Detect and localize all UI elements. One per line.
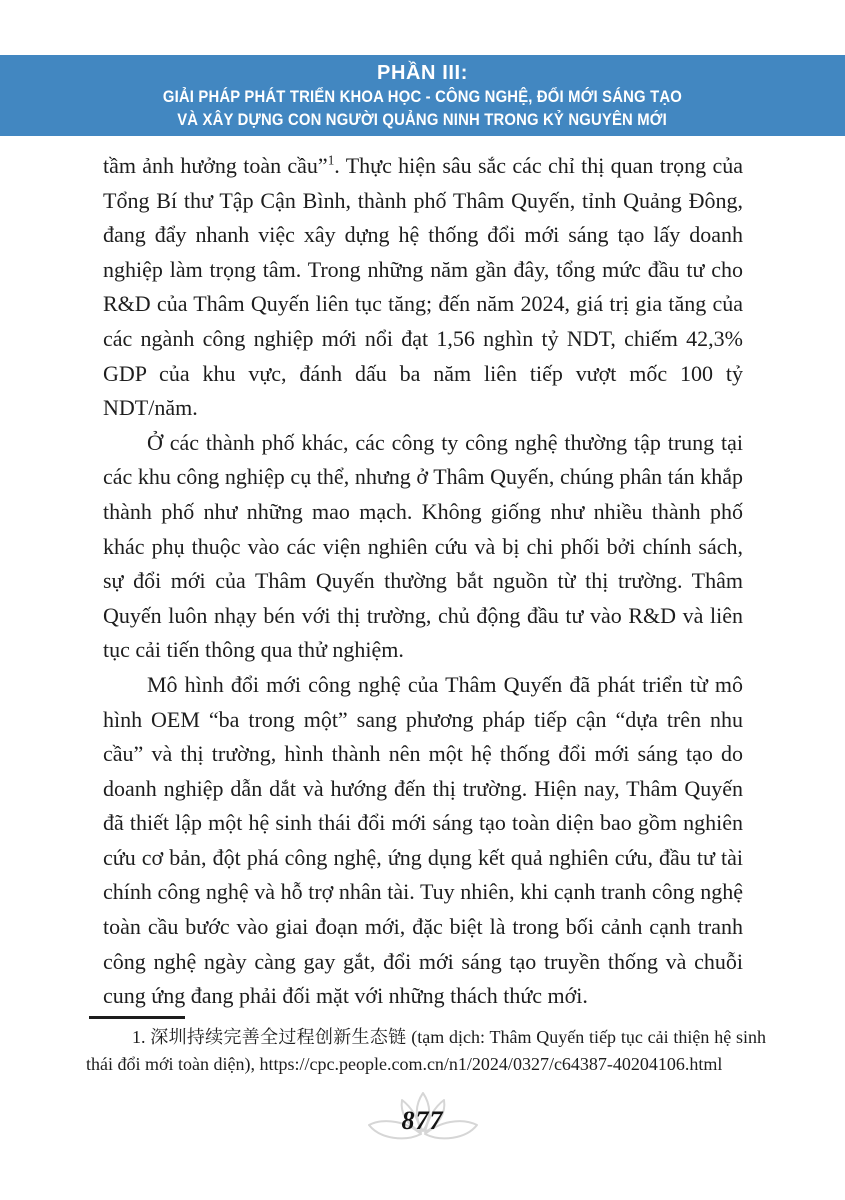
page-body <box>103 149 743 1014</box>
part-label: PHẦN III: <box>377 61 468 84</box>
footnote-separator-rule <box>89 1016 185 1019</box>
paragraph-1-text-continued: . Thực hiện sâu sắc các chỉ thị quan trọng của Tổng Bí thư Tập Cận Bình, thành phố Thâm Quyến, tỉnh Quảng Đông, đang đẩy nhanh việc xây dựng hệ thống đổi mới sáng tạo lấy doanh nghiệp làm trọng tâm. Trong những năm gần đây, tổng mức đầu tư cho R&D của Thâm Quyến liên tục tăng; đến năm 2024, giá trị gia tăng của các ngành công nghiệp mới nổi đạt 1,56 nghìn tỷ NDT, chiếm 42,3% GDP của khu vực, đánh dấu ba năm liên tiếp vượt mốc 100 tỷ NDT/năm. <box>103 153 743 421</box>
section-header-band <box>0 55 845 136</box>
footnote-text: 1. 深圳持续完善全过程创新生态链 (tạm dịch: Thâm Quyến tiếp tục cải thiện hệ sinh thái đổi mới toàn diện), https://cpc.people.com.cn/n1/2024/0327/c64387-40204106.html <box>86 1027 766 1074</box>
page-number: 877 <box>401 1106 444 1135</box>
footnote-reference-mark: 1 <box>327 152 335 168</box>
page-footer <box>0 1090 845 1152</box>
section-title-line-2: VÀ XÂY DỰNG CON NGƯỜI QUẢNG NINH TRONG KỶ NGUYÊN MỚI <box>177 110 668 129</box>
section-title-line-1: GIẢI PHÁP PHÁT TRIỂN KHOA HỌC - CÔNG NGHỆ, ĐỔI MỚI SÁNG TẠO <box>162 87 683 106</box>
paragraph-1-text: tầm ảnh hưởng toàn cầu” <box>103 153 328 178</box>
paragraph-1 <box>103 149 743 426</box>
paragraph-3: Mô hình đổi mới công nghệ của Thâm Quyến đã phát triển từ mô hình OEM “ba trong một” sang phương pháp tiếp cận “dựa trên nhu cầu” và thị trường, hình thành nên một hệ thống đổi mới sáng tạo do doanh nghiệp dẫn dắt và hướng đến thị trường. Hiện nay, Thâm Quyến đã thiết lập một hệ sinh thái đổi mới sáng tạo toàn diện bao gồm nghiên cứu cơ bản, đột phá công nghệ, ứng dụng kết quả nghiên cứu, đầu tư tài chính công nghệ và hỗ trợ nhân tài. Tuy nhiên, khi cạnh tranh công nghệ toàn cầu bước vào giai đoạn mới, đặc biệt là trong bối cảnh cạnh tranh công nghệ ngày càng gay gắt, đổi mới sáng tạo truyền thống và chuỗi cung ứng đang phải đối mặt với những thách thức mới. <box>103 671 743 1009</box>
paragraph-2: Ở các thành phố khác, các công ty công nghệ thường tập trung tại các khu công nghiệp cụ thể, nhưng ở Thâm Quyến, chúng phân tán khắp thành phố như những mao mạch. Không giống như nhiều thành phố khác phụ thuộc vào các viện nghiên cứu và bị chi phối bởi chính sách, sự đổi mới của Thâm Quyến thường bắt nguồn từ thị trường. Thâm Quyến luôn nhạy bén với thị trường, chủ động đầu tư vào R&D và liên tục cải tiến thông qua thử nghiệm. <box>103 429 743 663</box>
